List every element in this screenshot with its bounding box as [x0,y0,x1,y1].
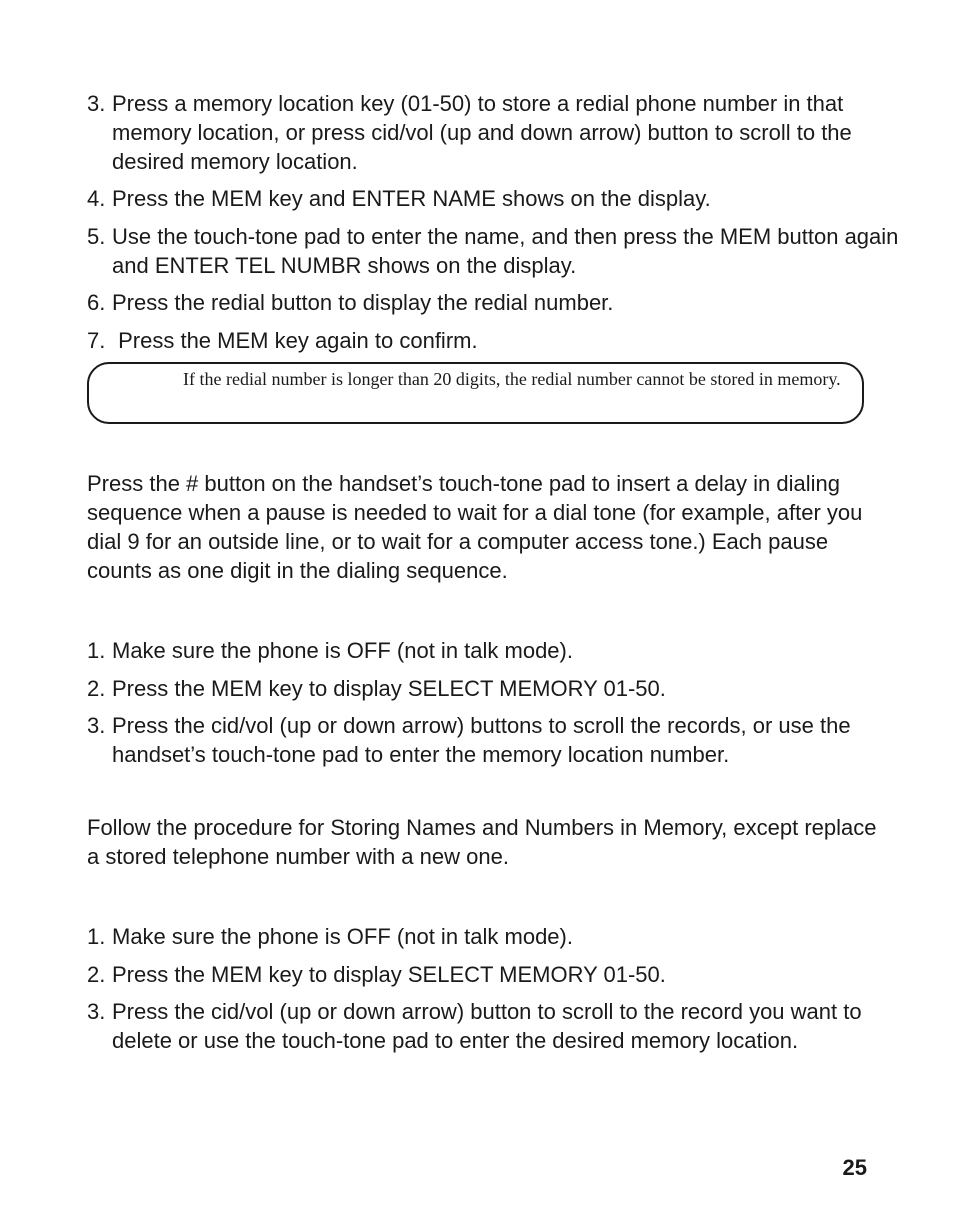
store-redial-step-7 [87,326,902,355]
step-text: Press the cid/vol (up or down arrow) buttons to scroll the records, or use the handset’s touch-tone pad to enter the memory location number. [112,713,851,767]
step-text: Press the cid/vol (up or down arrow) button to scroll to the record you want to delete or use the touch-tone pad to enter the desired memory location. [112,999,862,1053]
step-text: Make sure the phone is OFF (not in talk mode). [112,924,573,949]
page-number: 25 [842,1155,867,1180]
delete-step-3 [87,997,902,1055]
store-redial-step-5 [87,222,902,280]
step-number: 6. [87,290,106,315]
step-number: 5. [87,224,106,249]
step-number: 4. [87,186,106,211]
store-redial-step-4 [87,184,902,213]
step-text: Press the redial button to display the redial number. [112,290,614,315]
step-text: Use the touch-tone pad to enter the name, and then press the MEM button again and ENTER TEL NUMBR shows on the display. [112,224,899,278]
step-number: 2. [87,676,106,701]
step-text: Press the MEM key to display SELECT MEMORY 01-50. [112,676,666,701]
step-number: 2. [87,962,106,987]
step-number: 3. [87,999,106,1024]
step-number: 3. [87,91,106,116]
delete-step-1 [87,922,902,951]
step-text: Press the MEM key to display SELECT MEMORY 01-50. [112,962,666,987]
store-redial-step-3 [87,89,902,176]
store-redial-step-6 [87,288,902,317]
step-text: Press a memory location key (01-50) to store a redial phone number in that memory location, or press cid/vol (up and down arrow) button to scroll to the desired memory location. [112,91,852,174]
step-text: Press the MEM key and ENTER NAME shows on the display. [112,186,711,211]
step-number: 1. [87,924,106,949]
step-number: 1. [87,638,106,663]
delete-step-2 [87,960,902,989]
note-box [87,362,864,424]
step-number: 3. [87,713,106,738]
review-step-2 [87,674,902,703]
step-text: Make sure the phone is OFF (not in talk mode). [112,638,573,663]
pause-paragraph: Press the # button on the handset’s touch-tone pad to insert a delay in dialing sequence when a pause is needed to wait for a dial tone (for example, after you dial 9 for an outside line, or to wait for a computer access tone.) Each pause counts as one digit in the dialing sequence. [87,471,863,583]
step-text: Press the MEM key again to confirm. [112,328,478,353]
review-step-1 [87,636,902,665]
note-text: If the redial number is longer than 20 digits, the redial number cannot be stored in memory. [183,369,841,389]
step-number: 7. [87,328,106,353]
change-paragraph: Follow the procedure for Storing Names and Numbers in Memory, except replace a stored telephone number with a new one. [87,815,877,869]
review-step-3 [87,711,902,769]
